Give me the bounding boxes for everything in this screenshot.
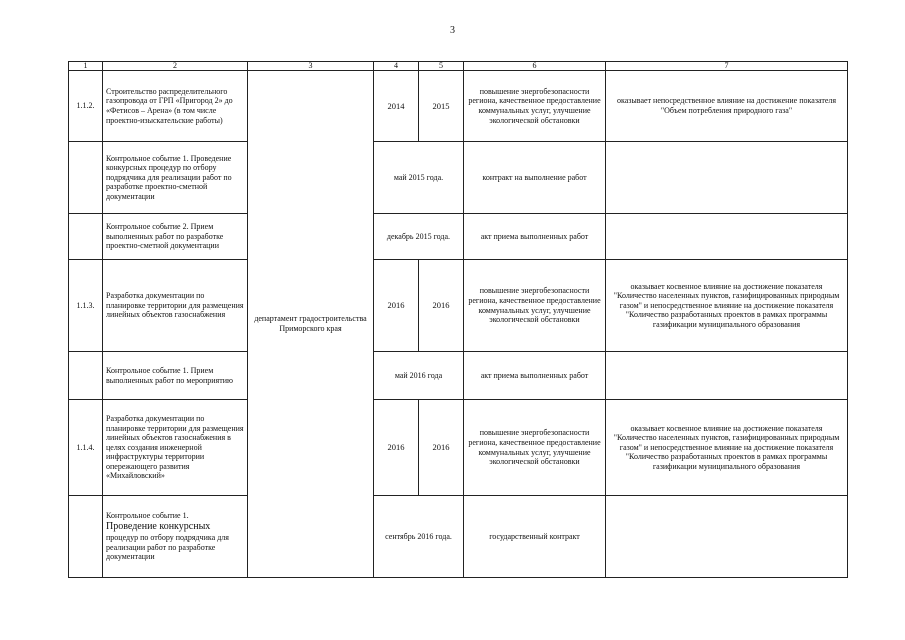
indicator-link <box>606 142 848 214</box>
table-row <box>69 260 848 352</box>
start-year: 2016 <box>374 260 419 352</box>
column-header: 2 <box>103 62 248 71</box>
indicator-link: оказывает непосредственное влияние на достижение показателя "Объем потребления природного газа" <box>606 71 848 142</box>
table-row <box>69 400 848 496</box>
end-year: 2016 <box>419 260 464 352</box>
control-event-line: процедур по отбору подрядчика для реализации работ по разработке документации <box>106 532 229 562</box>
start-year: 2014 <box>374 71 419 142</box>
control-event-result: государственный контракт <box>464 496 606 578</box>
indicator-link <box>606 496 848 578</box>
table-row <box>69 352 848 400</box>
table-row <box>69 142 848 214</box>
column-header: 1 <box>69 62 103 71</box>
activity-name: Разработка документации по планировке территории для размещения линейных объектов газоснабжения <box>103 260 248 352</box>
control-event-name <box>103 496 248 578</box>
control-event-line: Проведение конкурсных <box>106 520 211 532</box>
control-event-result: акт приема выполненных работ <box>464 214 606 260</box>
table-row <box>69 214 848 260</box>
control-event-name: Контрольное событие 2. Прием выполненных работ по разработке проектно-сметной документации <box>103 214 248 260</box>
control-event-result: контракт на выполнение работ <box>464 142 606 214</box>
column-header: 5 <box>419 62 464 71</box>
header-row <box>69 62 848 71</box>
control-event-date: декабрь 2015 года. <box>374 214 464 260</box>
column-header: 6 <box>464 62 606 71</box>
activity-name: Строительство распределительного газопровода от ГРП «Пригород 2» до «Фетисов – Арена» (в том числе проектно-изыскательские работы) <box>103 71 248 142</box>
table-row <box>69 71 848 142</box>
control-event-date: май 2015 года. <box>374 142 464 214</box>
column-header: 3 <box>248 62 374 71</box>
table-row <box>69 496 848 578</box>
indicator-link <box>606 352 848 400</box>
start-year: 2016 <box>374 400 419 496</box>
row-number: 1.1.2. <box>69 71 103 142</box>
column-header: 4 <box>374 62 419 71</box>
column-header: 7 <box>606 62 848 71</box>
indicator-link <box>606 214 848 260</box>
activity-name: Разработка документации по планировке территории для размещения линейных объектов газоснабжения в целях создания инженерной инфраструктуры территории опережающего развития «Михайловский» <box>103 400 248 496</box>
control-event-line: Контрольное событие 1. <box>106 511 189 521</box>
plan-table <box>68 61 848 578</box>
responsible-department: департамент градостроительства Приморского края <box>248 71 374 578</box>
row-number <box>69 496 103 578</box>
row-number <box>69 214 103 260</box>
control-event-date: сентябрь 2016 года. <box>374 496 464 578</box>
end-year: 2016 <box>419 400 464 496</box>
control-event-result: акт приема выполненных работ <box>464 352 606 400</box>
row-number <box>69 352 103 400</box>
row-number <box>69 142 103 214</box>
page-number: 3 <box>450 25 455 36</box>
indicator-link: оказывает косвенное влияние на достижение показателя "Количество населенных пунктов, газифицированных природным газом" и непосредственное влияние на достижение показателя "Количество разработанных проектов в рамках программы газификации муниципального образования <box>606 260 848 352</box>
expected-result: повышение энергобезопасности региона, качественное предоставление коммунальных услуг, улучшение экологической обстановки <box>464 260 606 352</box>
expected-result: повышение энергобезопасности региона, качественное предоставление коммунальных услуг, улучшение экологической обстановки <box>464 71 606 142</box>
expected-result: повышение энергобезопасности региона, качественное предоставление коммунальных услуг, улучшение экологической обстановки <box>464 400 606 496</box>
row-number: 1.1.3. <box>69 260 103 352</box>
control-event-date: май 2016 года <box>374 352 464 400</box>
control-event-name: Контрольное событие 1. Проведение конкурсных процедур по отбору подрядчика для реализации работ по разработке проектно-сметной документации <box>103 142 248 214</box>
row-number: 1.1.4. <box>69 400 103 496</box>
end-year: 2015 <box>419 71 464 142</box>
indicator-link: оказывает косвенное влияние на достижение показателя "Количество населенных пунктов, газифицированных природным газом" и непосредственное влияние на достижение показателя "Количество разработанных проектов в рамках программы газификации муниципального образования <box>606 400 848 496</box>
control-event-name: Контрольное событие 1. Прием выполненных работ по мероприятию <box>103 352 248 400</box>
